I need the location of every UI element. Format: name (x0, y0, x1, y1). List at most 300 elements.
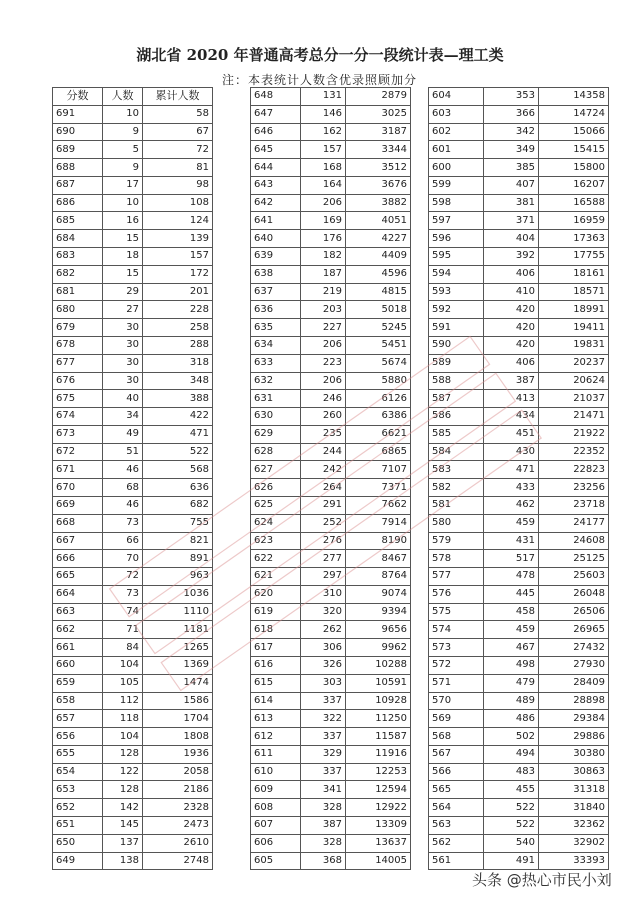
table-row (53, 461, 213, 479)
score-cell: 648 (251, 88, 301, 106)
table-row (53, 141, 213, 159)
score-cell: 636 (251, 301, 301, 319)
cumulative-cell: 258 (143, 319, 213, 337)
table-row (251, 301, 411, 319)
table-row (429, 176, 609, 194)
table-row (251, 710, 411, 728)
cumulative-cell: 5674 (346, 354, 411, 372)
score-cell: 684 (53, 230, 103, 248)
count-cell: 404 (484, 230, 539, 248)
table-row (429, 248, 609, 266)
cumulative-cell: 4227 (346, 230, 411, 248)
cumulative-cell: 6386 (346, 408, 411, 426)
table-row (429, 105, 609, 123)
table-row (53, 283, 213, 301)
table-row (53, 354, 213, 372)
score-cell: 657 (53, 710, 103, 728)
count-cell: 9 (103, 159, 143, 177)
cumulative-cell: 4596 (346, 265, 411, 283)
table-row (251, 372, 411, 390)
cumulative-cell: 32902 (539, 834, 609, 852)
score-cell: 627 (251, 461, 301, 479)
count-cell: 34 (103, 408, 143, 426)
score-cell: 563 (429, 817, 484, 835)
score-cell: 686 (53, 194, 103, 212)
score-cell: 574 (429, 621, 484, 639)
count-cell: 459 (484, 514, 539, 532)
count-cell: 406 (484, 265, 539, 283)
header-cumulative: 累计人数 (143, 88, 213, 106)
table-row (429, 692, 609, 710)
cumulative-cell: 18161 (539, 265, 609, 283)
table-row (251, 568, 411, 586)
table-row (429, 372, 609, 390)
count-cell: 502 (484, 728, 539, 746)
table-row (53, 834, 213, 852)
cumulative-cell: 1181 (143, 621, 213, 639)
count-cell: 252 (301, 514, 346, 532)
cumulative-cell: 1474 (143, 674, 213, 692)
count-cell: 430 (484, 443, 539, 461)
table-row (251, 159, 411, 177)
table-row (429, 603, 609, 621)
table-row (429, 852, 609, 870)
table-row (429, 745, 609, 763)
score-cell: 647 (251, 105, 301, 123)
cumulative-cell: 14005 (346, 852, 411, 870)
cumulative-cell: 19411 (539, 319, 609, 337)
score-cell: 658 (53, 692, 103, 710)
cumulative-cell: 21922 (539, 425, 609, 443)
score-cell: 581 (429, 496, 484, 514)
count-cell: 206 (301, 194, 346, 212)
cumulative-cell: 3344 (346, 141, 411, 159)
count-cell: 291 (301, 496, 346, 514)
count-cell: 16 (103, 212, 143, 230)
cumulative-cell: 3882 (346, 194, 411, 212)
cumulative-cell: 7371 (346, 479, 411, 497)
count-cell: 310 (301, 585, 346, 603)
table-row (53, 621, 213, 639)
cumulative-cell: 1586 (143, 692, 213, 710)
count-cell: 471 (484, 461, 539, 479)
count-cell: 73 (103, 514, 143, 532)
count-cell: 353 (484, 88, 539, 106)
cumulative-cell: 636 (143, 479, 213, 497)
count-cell: 479 (484, 674, 539, 692)
cumulative-cell: 23256 (539, 479, 609, 497)
count-cell: 371 (484, 212, 539, 230)
table-row (251, 728, 411, 746)
table-row (251, 141, 411, 159)
cumulative-cell: 388 (143, 390, 213, 408)
score-cell: 642 (251, 194, 301, 212)
table-row (251, 674, 411, 692)
table-row (251, 105, 411, 123)
table-row (429, 479, 609, 497)
score-cell: 585 (429, 425, 484, 443)
cumulative-cell: 963 (143, 568, 213, 586)
cumulative-cell: 201 (143, 283, 213, 301)
table-row (251, 88, 411, 106)
table-row (251, 763, 411, 781)
score-cell: 677 (53, 354, 103, 372)
table-row (251, 390, 411, 408)
score-cell: 597 (429, 212, 484, 230)
cumulative-cell: 67 (143, 123, 213, 141)
count-cell: 262 (301, 621, 346, 639)
score-cell: 659 (53, 674, 103, 692)
count-cell: 15 (103, 265, 143, 283)
cumulative-cell: 30380 (539, 745, 609, 763)
cumulative-cell: 14358 (539, 88, 609, 106)
cumulative-cell: 3187 (346, 123, 411, 141)
score-cell: 651 (53, 817, 103, 835)
cumulative-cell: 20624 (539, 372, 609, 390)
cumulative-cell: 27432 (539, 639, 609, 657)
table-row (429, 123, 609, 141)
cumulative-cell: 14724 (539, 105, 609, 123)
table-row (53, 123, 213, 141)
table-row (53, 852, 213, 870)
table-row (53, 496, 213, 514)
cumulative-cell: 3676 (346, 176, 411, 194)
count-cell: 66 (103, 532, 143, 550)
score-cell: 589 (429, 354, 484, 372)
count-cell: 459 (484, 621, 539, 639)
count-cell: 326 (301, 657, 346, 675)
cumulative-cell: 12594 (346, 781, 411, 799)
table-row (429, 212, 609, 230)
count-cell: 118 (103, 710, 143, 728)
cumulative-cell: 26048 (539, 585, 609, 603)
count-cell: 235 (301, 425, 346, 443)
cumulative-cell: 3025 (346, 105, 411, 123)
count-cell: 206 (301, 336, 346, 354)
table-row (53, 585, 213, 603)
count-cell: 30 (103, 354, 143, 372)
table-row (251, 443, 411, 461)
score-cell: 575 (429, 603, 484, 621)
table-row (53, 710, 213, 728)
count-cell: 164 (301, 176, 346, 194)
score-cell: 679 (53, 319, 103, 337)
table-row (429, 514, 609, 532)
score-cell: 665 (53, 568, 103, 586)
table-row (53, 425, 213, 443)
cumulative-cell: 15415 (539, 141, 609, 159)
score-cell: 660 (53, 657, 103, 675)
score-cell: 612 (251, 728, 301, 746)
count-cell: 337 (301, 728, 346, 746)
count-cell: 46 (103, 461, 143, 479)
count-cell: 458 (484, 603, 539, 621)
score-cell: 661 (53, 639, 103, 657)
cumulative-cell: 26506 (539, 603, 609, 621)
cumulative-cell: 8190 (346, 532, 411, 550)
cumulative-cell: 21471 (539, 408, 609, 426)
cumulative-cell: 1704 (143, 710, 213, 728)
count-cell: 517 (484, 550, 539, 568)
table-row (429, 834, 609, 852)
count-cell: 260 (301, 408, 346, 426)
count-cell: 366 (484, 105, 539, 123)
cumulative-cell: 4051 (346, 212, 411, 230)
cumulative-cell: 6621 (346, 425, 411, 443)
table-row (53, 105, 213, 123)
cumulative-cell: 19831 (539, 336, 609, 354)
cumulative-cell: 124 (143, 212, 213, 230)
table-row (53, 390, 213, 408)
count-cell: 244 (301, 443, 346, 461)
count-cell: 303 (301, 674, 346, 692)
table-row (251, 817, 411, 835)
cumulative-cell: 4409 (346, 248, 411, 266)
table-row (53, 674, 213, 692)
score-cell: 609 (251, 781, 301, 799)
table-row (53, 763, 213, 781)
table-row (251, 639, 411, 657)
cumulative-cell: 21037 (539, 390, 609, 408)
cumulative-cell: 228 (143, 301, 213, 319)
score-cell: 690 (53, 123, 103, 141)
cumulative-cell: 12922 (346, 799, 411, 817)
score-cell: 572 (429, 657, 484, 675)
table-row (429, 301, 609, 319)
count-cell: 74 (103, 603, 143, 621)
table-row (53, 336, 213, 354)
table-row (429, 799, 609, 817)
score-cell: 595 (429, 248, 484, 266)
cumulative-cell: 11916 (346, 745, 411, 763)
count-cell: 146 (301, 105, 346, 123)
score-cell: 662 (53, 621, 103, 639)
cumulative-cell: 11250 (346, 710, 411, 728)
score-cell: 600 (429, 159, 484, 177)
count-cell: 341 (301, 781, 346, 799)
table-row (429, 88, 609, 106)
count-cell: 138 (103, 852, 143, 870)
count-cell: 122 (103, 763, 143, 781)
table-row (429, 817, 609, 835)
cumulative-cell: 81 (143, 159, 213, 177)
cumulative-cell: 13309 (346, 817, 411, 835)
cumulative-cell: 8764 (346, 568, 411, 586)
cumulative-cell: 9394 (346, 603, 411, 621)
cumulative-cell: 16959 (539, 212, 609, 230)
cumulative-cell: 32362 (539, 817, 609, 835)
table-row (429, 230, 609, 248)
score-cell: 667 (53, 532, 103, 550)
score-cell: 653 (53, 781, 103, 799)
count-cell: 337 (301, 692, 346, 710)
table-row (53, 159, 213, 177)
count-cell: 105 (103, 674, 143, 692)
source-credit: 头条 @热心市民小刘 (472, 871, 612, 889)
cumulative-cell: 1369 (143, 657, 213, 675)
score-cell: 601 (429, 141, 484, 159)
score-cell: 643 (251, 176, 301, 194)
cumulative-cell: 26965 (539, 621, 609, 639)
score-cell: 685 (53, 212, 103, 230)
count-cell: 433 (484, 479, 539, 497)
table-row (251, 745, 411, 763)
count-cell: 137 (103, 834, 143, 852)
count-cell: 445 (484, 585, 539, 603)
table-row (53, 408, 213, 426)
score-cell: 607 (251, 817, 301, 835)
table-row (251, 550, 411, 568)
cumulative-cell: 22352 (539, 443, 609, 461)
table-row (251, 194, 411, 212)
table-row (53, 230, 213, 248)
score-cell: 583 (429, 461, 484, 479)
score-cell: 596 (429, 230, 484, 248)
score-cell: 626 (251, 479, 301, 497)
score-cell: 571 (429, 674, 484, 692)
score-cell: 625 (251, 496, 301, 514)
count-cell: 30 (103, 372, 143, 390)
cumulative-cell: 18571 (539, 283, 609, 301)
table-row (429, 781, 609, 799)
score-cell: 638 (251, 265, 301, 283)
count-cell: 68 (103, 479, 143, 497)
cumulative-cell: 2610 (143, 834, 213, 852)
score-cell: 608 (251, 799, 301, 817)
score-cell: 687 (53, 176, 103, 194)
score-cell: 616 (251, 657, 301, 675)
cumulative-cell: 1936 (143, 745, 213, 763)
score-cell: 676 (53, 372, 103, 390)
score-cell: 621 (251, 568, 301, 586)
cumulative-cell: 23718 (539, 496, 609, 514)
score-cell: 656 (53, 728, 103, 746)
cumulative-cell: 16207 (539, 176, 609, 194)
cumulative-cell: 7914 (346, 514, 411, 532)
cumulative-cell: 1265 (143, 639, 213, 657)
cumulative-cell: 9074 (346, 585, 411, 603)
header-count: 人数 (103, 88, 143, 106)
score-cell: 683 (53, 248, 103, 266)
score-cell: 691 (53, 105, 103, 123)
score-cell: 576 (429, 585, 484, 603)
table-row (429, 283, 609, 301)
count-cell: 434 (484, 408, 539, 426)
score-cell: 654 (53, 763, 103, 781)
score-cell: 566 (429, 763, 484, 781)
cumulative-cell: 422 (143, 408, 213, 426)
count-cell: 227 (301, 319, 346, 337)
table-row (251, 621, 411, 639)
score-cell: 567 (429, 745, 484, 763)
score-cell: 644 (251, 159, 301, 177)
count-cell: 145 (103, 817, 143, 835)
count-cell: 162 (301, 123, 346, 141)
score-cell: 586 (429, 408, 484, 426)
score-cell: 562 (429, 834, 484, 852)
cumulative-cell: 16588 (539, 194, 609, 212)
score-cell: 613 (251, 710, 301, 728)
table-row (251, 781, 411, 799)
score-cell: 578 (429, 550, 484, 568)
count-cell: 381 (484, 194, 539, 212)
table-row (251, 283, 411, 301)
table-row (53, 176, 213, 194)
cumulative-cell: 17363 (539, 230, 609, 248)
table-row (251, 212, 411, 230)
score-cell: 620 (251, 585, 301, 603)
score-cell: 568 (429, 728, 484, 746)
table-row (251, 496, 411, 514)
count-cell: 322 (301, 710, 346, 728)
table-row (429, 425, 609, 443)
cumulative-cell: 6865 (346, 443, 411, 461)
count-cell: 70 (103, 550, 143, 568)
score-cell: 635 (251, 319, 301, 337)
table-row (251, 336, 411, 354)
cumulative-cell: 1110 (143, 603, 213, 621)
cumulative-cell: 15800 (539, 159, 609, 177)
count-cell: 451 (484, 425, 539, 443)
count-cell: 385 (484, 159, 539, 177)
count-cell: 387 (301, 817, 346, 835)
cumulative-cell: 11587 (346, 728, 411, 746)
count-cell: 420 (484, 319, 539, 337)
table-row (429, 408, 609, 426)
score-cell: 611 (251, 745, 301, 763)
cumulative-cell: 29886 (539, 728, 609, 746)
count-cell: 478 (484, 568, 539, 586)
cumulative-cell: 5018 (346, 301, 411, 319)
table-row (251, 852, 411, 870)
table-row (429, 336, 609, 354)
score-cell: 666 (53, 550, 103, 568)
score-cell: 663 (53, 603, 103, 621)
score-cell: 592 (429, 301, 484, 319)
score-cell: 591 (429, 319, 484, 337)
table-row (251, 532, 411, 550)
cumulative-cell: 18991 (539, 301, 609, 319)
table-note: 注：本表统计人数含优录照顾加分 (222, 73, 418, 87)
table-row (429, 532, 609, 550)
cumulative-cell: 821 (143, 532, 213, 550)
cumulative-cell: 5880 (346, 372, 411, 390)
cumulative-cell: 25125 (539, 550, 609, 568)
count-cell: 9 (103, 123, 143, 141)
count-cell: 277 (301, 550, 346, 568)
table-row (53, 248, 213, 266)
score-cell: 631 (251, 390, 301, 408)
cumulative-cell: 568 (143, 461, 213, 479)
count-cell: 27 (103, 301, 143, 319)
cumulative-cell: 20237 (539, 354, 609, 372)
count-cell: 242 (301, 461, 346, 479)
table-row (251, 799, 411, 817)
count-cell: 483 (484, 763, 539, 781)
count-cell: 219 (301, 283, 346, 301)
table-row (251, 657, 411, 675)
score-cell: 628 (251, 443, 301, 461)
count-cell: 494 (484, 745, 539, 763)
count-cell: 157 (301, 141, 346, 159)
table-row (251, 603, 411, 621)
cumulative-cell: 13637 (346, 834, 411, 852)
cumulative-cell: 15066 (539, 123, 609, 141)
cumulative-cell: 2748 (143, 852, 213, 870)
score-cell: 682 (53, 265, 103, 283)
score-table-column-2 (250, 87, 411, 870)
cumulative-cell: 22823 (539, 461, 609, 479)
